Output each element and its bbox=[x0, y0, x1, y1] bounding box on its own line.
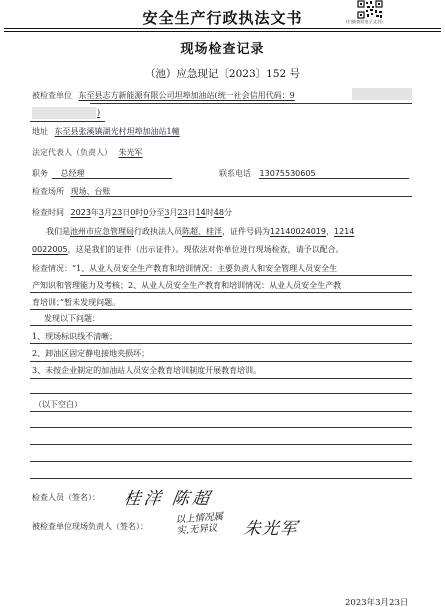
unit-text: 月 bbox=[169, 208, 178, 217]
statement-line-1 bbox=[46, 226, 354, 237]
statement-text: ，证件号码为 bbox=[222, 227, 270, 236]
time-row bbox=[32, 207, 232, 218]
start-day: 23 bbox=[112, 208, 123, 217]
address-row bbox=[32, 126, 180, 137]
org-name: 池州市应急管理局 bbox=[70, 227, 134, 236]
underline bbox=[30, 444, 412, 445]
issue-item: 1、现场标识线不清晰； bbox=[32, 332, 118, 341]
underline bbox=[30, 461, 412, 462]
unit-text: 分 bbox=[224, 208, 233, 217]
responsible-signature-label: 被检查单位现场负责人（签名）： bbox=[32, 522, 148, 531]
underline bbox=[30, 309, 412, 310]
officer-names: 陈超、桂洋 bbox=[182, 227, 222, 236]
document-series-title: 安全生产行政执法文书 bbox=[142, 9, 303, 27]
issue-item: 3、未按企业制定的加油站人员安全教育培训制度开展教育培训。 bbox=[32, 366, 262, 375]
underline bbox=[30, 343, 412, 344]
footer-date: 2023年3月23日 bbox=[345, 598, 409, 607]
certificate-number: 1214 bbox=[334, 227, 355, 236]
header-divider bbox=[4, 28, 441, 29]
address-value: 东至县张溪镇湖光村坦埠加油站1幢 bbox=[54, 127, 180, 136]
unit-text: 年 bbox=[90, 208, 99, 217]
inspected-unit-label: 被检查单位 bbox=[32, 91, 72, 100]
found-issues-heading: 发现以下问题： bbox=[44, 314, 100, 323]
responsible-note-line: 实,无异议 bbox=[176, 522, 218, 537]
address-label: 地址 bbox=[32, 127, 48, 136]
underline bbox=[30, 292, 412, 293]
inspectors-signature: 桂洋 陈超 bbox=[122, 489, 214, 509]
responsible-signature: 朱光军 bbox=[242, 519, 299, 539]
unit-text: 月 bbox=[104, 208, 112, 217]
underline bbox=[30, 325, 412, 326]
underline bbox=[30, 411, 412, 412]
statement-text: 我们是 bbox=[46, 227, 70, 236]
start-minute: 0 bbox=[143, 208, 149, 217]
inspectors-signature-label: 检查人员（签名）： bbox=[32, 493, 100, 502]
statement-text: 行政执法人员 bbox=[134, 227, 182, 236]
situation-label: 检查情况： bbox=[32, 264, 72, 273]
situation-text: “1、从业人员安全生产教育和培训情况：主要负责人和安全管理人员安全生 bbox=[72, 264, 338, 273]
start-year: 2023 bbox=[70, 208, 91, 217]
qr-code-icon[interactable] bbox=[357, 0, 383, 19]
start-hour: 0 bbox=[130, 208, 136, 217]
underline bbox=[30, 427, 412, 428]
underline bbox=[30, 478, 412, 479]
situation-line-3: 育培训；”暂未发现问题。 bbox=[32, 298, 121, 307]
blank-below-note: （以下空白） bbox=[34, 400, 82, 409]
unit-text: 日 bbox=[122, 208, 131, 217]
issue-item: 2、卸油区固定静电接地夹损坏； bbox=[32, 349, 150, 358]
inspected-unit-value: 东至县志方新能源有限公司坦埠加油站(统一社会信用代码：9 bbox=[78, 91, 295, 100]
place-value: 现场、台账 bbox=[70, 187, 111, 196]
unit-text: 时 bbox=[135, 208, 144, 217]
redacted-block bbox=[352, 88, 412, 100]
situation-line-1 bbox=[32, 263, 337, 274]
underline bbox=[52, 178, 172, 179]
legal-rep-row bbox=[32, 147, 143, 158]
form-title: 现场检查记录 bbox=[180, 42, 265, 57]
statement-line-2 bbox=[32, 244, 344, 255]
statement-text: ， bbox=[326, 227, 334, 236]
end-hour: 14 bbox=[195, 208, 206, 217]
document-number: （池）应急现记〔2023〕152 号 bbox=[144, 68, 301, 80]
statement-text: ，这是我们的证件（出示证件）。现依法对你单位进行现场检查，请予以配合。 bbox=[67, 245, 344, 254]
inspected-unit-row bbox=[32, 90, 295, 101]
place-label: 检查场所 bbox=[32, 187, 64, 196]
legal-rep-label: 法定代表人（负责人） bbox=[32, 148, 112, 157]
unit-text: 日 bbox=[187, 208, 196, 217]
certificate-number: 0022005 bbox=[32, 245, 68, 254]
end-minute: 48 bbox=[213, 208, 225, 217]
position-label: 职务 bbox=[32, 169, 48, 178]
underline bbox=[72, 196, 412, 197]
phone-value: 13075530605 bbox=[259, 169, 316, 178]
responsible-note bbox=[175, 511, 224, 536]
underline bbox=[30, 393, 412, 394]
redacted-block bbox=[32, 107, 96, 119]
underline bbox=[259, 178, 409, 179]
situation-line-2: 产知识和管理能力及考核；2、从业人员安全生产教育和培训情况：从业人员安全生产教 bbox=[32, 281, 342, 290]
underline bbox=[30, 378, 412, 379]
underline bbox=[30, 361, 412, 362]
end-month: 3 bbox=[164, 208, 170, 217]
responsible-note-line: 以上情况属 bbox=[175, 511, 224, 526]
time-label: 检查时间 bbox=[32, 208, 64, 217]
inspected-unit-value-cont: ) bbox=[97, 108, 101, 117]
start-month: 3 bbox=[98, 208, 104, 217]
position-value: 总经理 bbox=[60, 169, 85, 178]
underline bbox=[80, 275, 412, 276]
phone-label: 联系电话 bbox=[219, 169, 251, 178]
qr-caption: (扫描查验电子文书) bbox=[346, 19, 383, 24]
certificate-number: 12140024019 bbox=[270, 227, 326, 236]
unit-text: 时 bbox=[205, 208, 214, 217]
unit-text: 分至 bbox=[148, 208, 165, 217]
underline bbox=[90, 103, 412, 104]
underline bbox=[30, 121, 105, 122]
header-divider-thin bbox=[4, 31, 441, 32]
legal-rep-value: 朱光军 bbox=[118, 148, 143, 157]
end-day: 23 bbox=[177, 208, 188, 217]
